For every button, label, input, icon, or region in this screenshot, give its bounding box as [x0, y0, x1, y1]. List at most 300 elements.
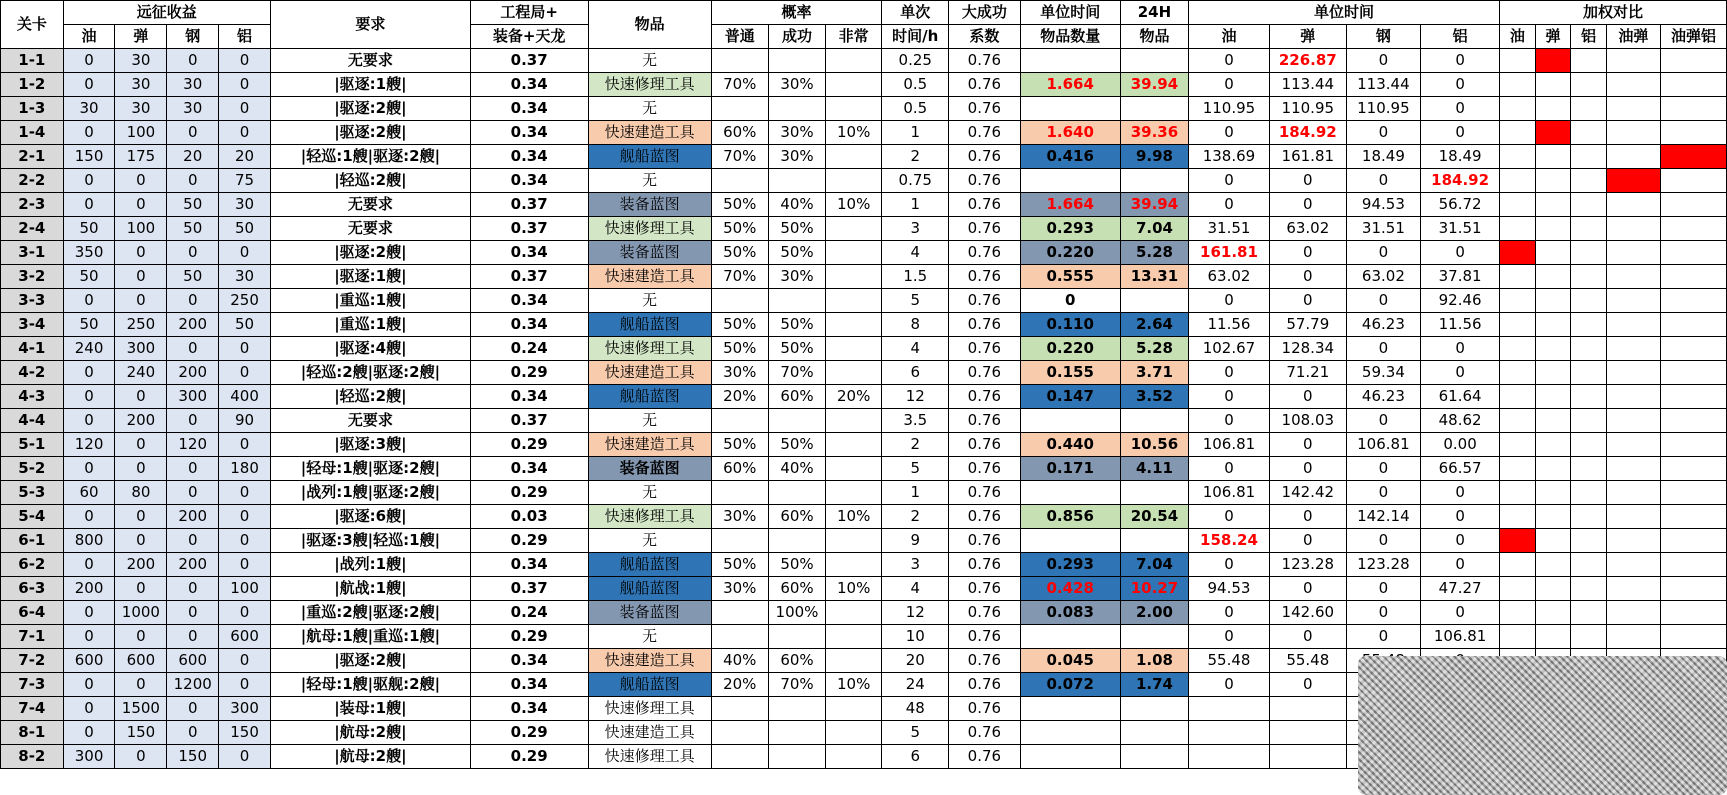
income-bauxite-cell: 90: [219, 409, 271, 433]
bonus-cell: 0.34: [470, 385, 588, 409]
header-w-ammo: 弹: [1535, 25, 1571, 49]
unit-item-cell: 0.220: [1020, 241, 1120, 265]
stage-cell: 2-2: [1, 169, 64, 193]
header-row-2: [1, 25, 1727, 49]
weighted-flag-cell: [1606, 361, 1660, 385]
weighted-flag-cell: [1535, 529, 1571, 553]
weighted-flag-cell: [1500, 361, 1536, 385]
weighted-flag-cell: [1535, 193, 1571, 217]
unit-steel-cell: 0: [1346, 601, 1421, 625]
stage-cell: 6-4: [1, 601, 64, 625]
prob-great-cell: [826, 337, 882, 361]
stage-cell: 1-3: [1, 97, 64, 121]
income-ammo-cell: 0: [115, 433, 167, 457]
unit-ammo-cell: 55.48: [1269, 649, 1346, 673]
unit-oil-cell: [1188, 697, 1269, 721]
unit-oil-cell: 0: [1188, 457, 1269, 481]
unit-item-cell: 0.110: [1020, 313, 1120, 337]
income-bauxite-cell: 0: [219, 553, 271, 577]
income-steel-cell: 20: [167, 145, 219, 169]
stage-cell: 3-1: [1, 241, 64, 265]
weighted-flag-cell: [1535, 433, 1571, 457]
item-cell: 快速建造工具: [588, 361, 711, 385]
prob-normal-cell: 60%: [711, 457, 768, 481]
item-24h-cell: [1120, 169, 1188, 193]
header-bigsuccess-line2: 系数: [949, 25, 1020, 49]
income-oil-cell: 0: [63, 601, 115, 625]
item-24h-cell: 4.11: [1120, 457, 1188, 481]
bigsuccess-cell: 0.76: [949, 457, 1020, 481]
income-steel-cell: 0: [167, 169, 219, 193]
stage-cell: 4-2: [1, 361, 64, 385]
income-ammo-cell: 0: [115, 505, 167, 529]
bonus-cell: 0.34: [470, 289, 588, 313]
bonus-cell: 0.34: [470, 121, 588, 145]
unit-item-cell: [1020, 409, 1120, 433]
prob-great-cell: [826, 145, 882, 169]
header-w-oilammo: 油弹: [1606, 25, 1660, 49]
prob-normal-cell: 20%: [711, 673, 768, 697]
weighted-flag-cell: [1500, 457, 1536, 481]
unit-item-cell: [1020, 697, 1120, 721]
income-steel-cell: 200: [167, 553, 219, 577]
stage-cell: 6-1: [1, 529, 64, 553]
weighted-flag-cell: [1500, 529, 1536, 553]
prob-normal-cell: [711, 409, 768, 433]
income-steel-cell: 30: [167, 73, 219, 97]
bonus-cell: 0.29: [470, 721, 588, 745]
single-time-cell: 1: [882, 193, 949, 217]
unit-ammo-cell: 0: [1269, 505, 1346, 529]
unit-item-cell: 0.171: [1020, 457, 1120, 481]
weighted-flag-cell: [1571, 97, 1607, 121]
weighted-flag-cell: [1571, 337, 1607, 361]
table-row: [1, 505, 1727, 529]
weighted-flag-cell: [1500, 385, 1536, 409]
weighted-flag-cell: [1606, 289, 1660, 313]
table-row: [1, 361, 1727, 385]
income-oil-cell: 50: [63, 265, 115, 289]
unit-steel-cell: 59.34: [1346, 361, 1421, 385]
unit-bauxite-cell: 106.81: [1421, 625, 1500, 649]
bigsuccess-cell: 0.76: [949, 601, 1020, 625]
unit-steel-cell: 0: [1346, 121, 1421, 145]
weighted-flag-cell: [1606, 385, 1660, 409]
item-24h-cell: 7.04: [1120, 553, 1188, 577]
unit-oil-cell: 11.56: [1188, 313, 1269, 337]
income-steel-cell: 300: [167, 385, 219, 409]
unit-item-cell: [1020, 97, 1120, 121]
income-steel-cell: 0: [167, 721, 219, 745]
stage-cell: 7-1: [1, 625, 64, 649]
unit-bauxite-cell: 0: [1421, 505, 1500, 529]
income-steel-cell: 0: [167, 289, 219, 313]
single-time-cell: 2: [882, 433, 949, 457]
weighted-flag-cell: [1500, 337, 1536, 361]
prob-normal-cell: 50%: [711, 433, 768, 457]
bigsuccess-cell: 0.76: [949, 433, 1020, 457]
unit-oil-cell: [1188, 745, 1269, 769]
header-single-line2: 时间/h: [882, 25, 949, 49]
unit-ammo-cell: 184.92: [1269, 121, 1346, 145]
prob-great-cell: [826, 745, 882, 769]
weighted-flag-cell: [1660, 601, 1726, 625]
unit-ammo-cell: 142.60: [1269, 601, 1346, 625]
income-ammo-cell: 0: [115, 457, 167, 481]
stage-cell: 4-4: [1, 409, 64, 433]
income-ammo-cell: 1500: [115, 697, 167, 721]
prob-great-cell: [826, 457, 882, 481]
header-24h-line2: 物品: [1120, 25, 1188, 49]
bonus-cell: 0.34: [470, 553, 588, 577]
prob-great-cell: [826, 241, 882, 265]
item-24h-cell: 3.71: [1120, 361, 1188, 385]
weighted-flag-cell: [1500, 601, 1536, 625]
single-time-cell: 3: [882, 553, 949, 577]
income-ammo-cell: 250: [115, 313, 167, 337]
weighted-flag-cell: [1660, 337, 1726, 361]
item-cell: 舰船蓝图: [588, 673, 711, 697]
income-bauxite-cell: 0: [219, 97, 271, 121]
requirement-cell: 无要求: [270, 409, 470, 433]
single-time-cell: 8: [882, 313, 949, 337]
bonus-cell: 0.24: [470, 337, 588, 361]
prob-normal-cell: [711, 49, 768, 73]
unit-ammo-cell: 0: [1269, 265, 1346, 289]
income-steel-cell: 0: [167, 577, 219, 601]
unit-oil-cell: 102.67: [1188, 337, 1269, 361]
requirement-cell: 无要求: [270, 217, 470, 241]
header-row-1: [1, 1, 1727, 25]
income-oil-cell: 0: [63, 673, 115, 697]
income-ammo-cell: 100: [115, 217, 167, 241]
unit-item-cell: [1020, 625, 1120, 649]
weighted-flag-cell: [1606, 73, 1660, 97]
income-oil-cell: 0: [63, 121, 115, 145]
prob-great-cell: [826, 265, 882, 289]
unit-ammo-cell: 63.02: [1269, 217, 1346, 241]
weighted-flag-cell: [1660, 169, 1726, 193]
unit-steel-cell: 0: [1346, 241, 1421, 265]
requirement-cell: |重巡:1艘|: [270, 289, 470, 313]
item-cell: 快速修理工具: [588, 337, 711, 361]
table-row: [1, 193, 1727, 217]
requirement-cell: |轻巡:1艘|驱逐:2艘|: [270, 145, 470, 169]
income-bauxite-cell: 600: [219, 625, 271, 649]
requirement-cell: |航母:2艘|: [270, 721, 470, 745]
prob-great-cell: [826, 553, 882, 577]
weighted-flag-cell: [1660, 409, 1726, 433]
unit-item-cell: [1020, 481, 1120, 505]
prob-great-cell: 20%: [826, 385, 882, 409]
item-24h-cell: [1120, 49, 1188, 73]
unit-oil-cell: 63.02: [1188, 265, 1269, 289]
header-ammo: 弹: [115, 25, 167, 49]
income-ammo-cell: 0: [115, 265, 167, 289]
unit-steel-cell: 0: [1346, 577, 1421, 601]
requirement-cell: |驱逐:2艘|: [270, 241, 470, 265]
bigsuccess-cell: 0.76: [949, 625, 1020, 649]
table-row: [1, 217, 1727, 241]
bonus-cell: 0.34: [470, 313, 588, 337]
income-bauxite-cell: 0: [219, 601, 271, 625]
bigsuccess-cell: 0.76: [949, 529, 1020, 553]
income-steel-cell: 200: [167, 505, 219, 529]
item-cell: 装备蓝图: [588, 193, 711, 217]
stage-cell: 8-2: [1, 745, 64, 769]
weighted-flag-cell: [1500, 241, 1536, 265]
requirement-cell: |航战:1艘|: [270, 577, 470, 601]
single-time-cell: 6: [882, 361, 949, 385]
prob-great-cell: [826, 481, 882, 505]
prob-normal-cell: [711, 745, 768, 769]
stage-cell: 7-3: [1, 673, 64, 697]
bonus-cell: 0.29: [470, 625, 588, 649]
weighted-flag-cell: [1535, 385, 1571, 409]
stage-cell: 3-4: [1, 313, 64, 337]
item-24h-cell: [1120, 745, 1188, 769]
prob-success-cell: 50%: [768, 313, 825, 337]
item-24h-cell: 39.94: [1120, 73, 1188, 97]
income-steel-cell: 0: [167, 409, 219, 433]
weighted-flag-cell: [1535, 217, 1571, 241]
income-bauxite-cell: 0: [219, 745, 271, 769]
income-bauxite-cell: 0: [219, 649, 271, 673]
prob-great-cell: [826, 625, 882, 649]
table-row: [1, 577, 1727, 601]
noise-overlay: [1358, 656, 1727, 795]
income-steel-cell: 200: [167, 361, 219, 385]
single-time-cell: 4: [882, 337, 949, 361]
weighted-flag-cell: [1535, 289, 1571, 313]
weighted-flag-cell: [1606, 553, 1660, 577]
single-time-cell: 5: [882, 289, 949, 313]
weighted-flag-cell: [1535, 241, 1571, 265]
item-cell: 快速建造工具: [588, 265, 711, 289]
unit-oil-cell: 0: [1188, 505, 1269, 529]
table-row: [1, 289, 1727, 313]
weighted-flag-cell: [1606, 313, 1660, 337]
income-oil-cell: 600: [63, 649, 115, 673]
prob-normal-cell: 50%: [711, 217, 768, 241]
income-oil-cell: 0: [63, 553, 115, 577]
unit-oil-cell: 0: [1188, 49, 1269, 73]
prob-great-cell: [826, 697, 882, 721]
single-time-cell: 3.5: [882, 409, 949, 433]
bigsuccess-cell: 0.76: [949, 481, 1020, 505]
requirement-cell: |驱逐:3艘|: [270, 433, 470, 457]
weighted-flag-cell: [1535, 121, 1571, 145]
income-bauxite-cell: 50: [219, 313, 271, 337]
unit-steel-cell: 106.81: [1346, 433, 1421, 457]
item-cell: 无: [588, 625, 711, 649]
requirement-cell: |轻母:1艘|驱逐:2艘|: [270, 457, 470, 481]
single-time-cell: 12: [882, 601, 949, 625]
bigsuccess-cell: 0.76: [949, 553, 1020, 577]
single-time-cell: 4: [882, 577, 949, 601]
unit-oil-cell: 0: [1188, 409, 1269, 433]
unit-ammo-cell: [1269, 697, 1346, 721]
income-ammo-cell: 0: [115, 673, 167, 697]
unit-ammo-cell: 108.03: [1269, 409, 1346, 433]
prob-great-cell: 10%: [826, 121, 882, 145]
bonus-cell: 0.34: [470, 73, 588, 97]
unit-bauxite-cell: 0: [1421, 97, 1500, 121]
table-row: [1, 601, 1727, 625]
bigsuccess-cell: 0.76: [949, 97, 1020, 121]
weighted-flag-cell: [1500, 217, 1536, 241]
item-cell: 无: [588, 289, 711, 313]
bigsuccess-cell: 0.76: [949, 385, 1020, 409]
income-oil-cell: 0: [63, 625, 115, 649]
income-steel-cell: 50: [167, 265, 219, 289]
weighted-flag-cell: [1535, 409, 1571, 433]
unit-oil-cell: [1188, 721, 1269, 745]
stage-cell: 6-2: [1, 553, 64, 577]
stage-cell: 2-4: [1, 217, 64, 241]
stage-cell: 7-2: [1, 649, 64, 673]
income-bauxite-cell: 0: [219, 121, 271, 145]
unit-steel-cell: 110.95: [1346, 97, 1421, 121]
unit-item-cell: 0.428: [1020, 577, 1120, 601]
bonus-cell: 0.34: [470, 457, 588, 481]
unit-item-cell: [1020, 529, 1120, 553]
requirement-cell: |战列:1艘|: [270, 553, 470, 577]
unit-bauxite-cell: 0: [1421, 337, 1500, 361]
unit-ammo-cell: 128.34: [1269, 337, 1346, 361]
item-24h-cell: 3.52: [1120, 385, 1188, 409]
unit-item-cell: 0.220: [1020, 337, 1120, 361]
bigsuccess-cell: 0.76: [949, 193, 1020, 217]
unit-steel-cell: 142.14: [1346, 505, 1421, 529]
unit-oil-cell: 106.81: [1188, 481, 1269, 505]
table-row: [1, 169, 1727, 193]
prob-normal-cell: [711, 625, 768, 649]
weighted-flag-cell: [1500, 121, 1536, 145]
weighted-flag-cell: [1571, 145, 1607, 169]
prob-success-cell: 60%: [768, 385, 825, 409]
prob-success-cell: [768, 625, 825, 649]
income-ammo-cell: 0: [115, 169, 167, 193]
unit-oil-cell: 31.51: [1188, 217, 1269, 241]
prob-normal-cell: [711, 721, 768, 745]
unit-ammo-cell: 0: [1269, 289, 1346, 313]
prob-success-cell: 40%: [768, 457, 825, 481]
weighted-flag-cell: [1535, 361, 1571, 385]
income-bauxite-cell: 0: [219, 241, 271, 265]
income-steel-cell: 0: [167, 697, 219, 721]
income-bauxite-cell: 20: [219, 145, 271, 169]
income-ammo-cell: 30: [115, 73, 167, 97]
header-bigsuccess-line1: 大成功: [949, 1, 1020, 25]
bigsuccess-cell: 0.76: [949, 313, 1020, 337]
prob-normal-cell: 60%: [711, 121, 768, 145]
unit-steel-cell: 18.49: [1346, 145, 1421, 169]
weighted-flag-cell: [1535, 145, 1571, 169]
prob-success-cell: [768, 745, 825, 769]
item-cell: 快速建造工具: [588, 721, 711, 745]
income-bauxite-cell: 0: [219, 529, 271, 553]
weighted-flag-cell: [1660, 121, 1726, 145]
income-ammo-cell: 80: [115, 481, 167, 505]
income-oil-cell: 200: [63, 577, 115, 601]
stage-cell: 5-4: [1, 505, 64, 529]
weighted-flag-cell: [1606, 577, 1660, 601]
header-normal: 普通: [711, 25, 768, 49]
bonus-cell: 0.37: [470, 49, 588, 73]
requirement-cell: |驱逐:1艘|: [270, 265, 470, 289]
income-ammo-cell: 200: [115, 553, 167, 577]
income-steel-cell: 0: [167, 601, 219, 625]
prob-normal-cell: 30%: [711, 361, 768, 385]
weighted-flag-cell: [1660, 73, 1726, 97]
unit-ammo-cell: 0: [1269, 193, 1346, 217]
unit-item-cell: 0.293: [1020, 553, 1120, 577]
weighted-flag-cell: [1660, 385, 1726, 409]
item-24h-cell: 1.08: [1120, 649, 1188, 673]
bonus-cell: 0.34: [470, 145, 588, 169]
prob-normal-cell: 50%: [711, 337, 768, 361]
table-row: [1, 73, 1727, 97]
income-oil-cell: 30: [63, 97, 115, 121]
weighted-flag-cell: [1606, 121, 1660, 145]
unit-item-cell: 1.640: [1020, 121, 1120, 145]
income-bauxite-cell: 50: [219, 217, 271, 241]
prob-normal-cell: 50%: [711, 313, 768, 337]
income-oil-cell: 0: [63, 289, 115, 313]
single-time-cell: 2: [882, 145, 949, 169]
requirement-cell: |航母:2艘|: [270, 745, 470, 769]
bonus-cell: 0.29: [470, 481, 588, 505]
item-24h-cell: [1120, 409, 1188, 433]
prob-normal-cell: 30%: [711, 577, 768, 601]
unit-steel-cell: 113.44: [1346, 73, 1421, 97]
weighted-flag-cell: [1535, 553, 1571, 577]
income-ammo-cell: 0: [115, 745, 167, 769]
weighted-flag-cell: [1535, 481, 1571, 505]
header-success: 成功: [768, 25, 825, 49]
bonus-cell: 0.03: [470, 505, 588, 529]
table-row: [1, 241, 1727, 265]
item-24h-cell: [1120, 97, 1188, 121]
prob-normal-cell: 70%: [711, 145, 768, 169]
prob-normal-cell: 70%: [711, 73, 768, 97]
weighted-flag-cell: [1660, 265, 1726, 289]
weighted-flag-cell: [1571, 241, 1607, 265]
income-oil-cell: 0: [63, 721, 115, 745]
requirement-cell: |驱逐:2艘|: [270, 97, 470, 121]
item-24h-cell: 10.56: [1120, 433, 1188, 457]
prob-great-cell: [826, 289, 882, 313]
single-time-cell: 0.5: [882, 73, 949, 97]
requirement-cell: |重巡:1艘|: [270, 313, 470, 337]
bigsuccess-cell: 0.76: [949, 721, 1020, 745]
income-steel-cell: 50: [167, 193, 219, 217]
bigsuccess-cell: 0.76: [949, 697, 1020, 721]
unit-steel-cell: 0: [1346, 625, 1421, 649]
prob-normal-cell: 40%: [711, 649, 768, 673]
unit-ammo-cell: 0: [1269, 241, 1346, 265]
bonus-cell: 0.29: [470, 433, 588, 457]
item-24h-cell: 5.28: [1120, 241, 1188, 265]
bonus-cell: 0.34: [470, 649, 588, 673]
item-24h-cell: 20.54: [1120, 505, 1188, 529]
income-bauxite-cell: 180: [219, 457, 271, 481]
unit-steel-cell: 0: [1346, 457, 1421, 481]
weighted-flag-cell: [1571, 121, 1607, 145]
header-unititem-line2: 物品数量: [1020, 25, 1120, 49]
stage-cell: 7-4: [1, 697, 64, 721]
